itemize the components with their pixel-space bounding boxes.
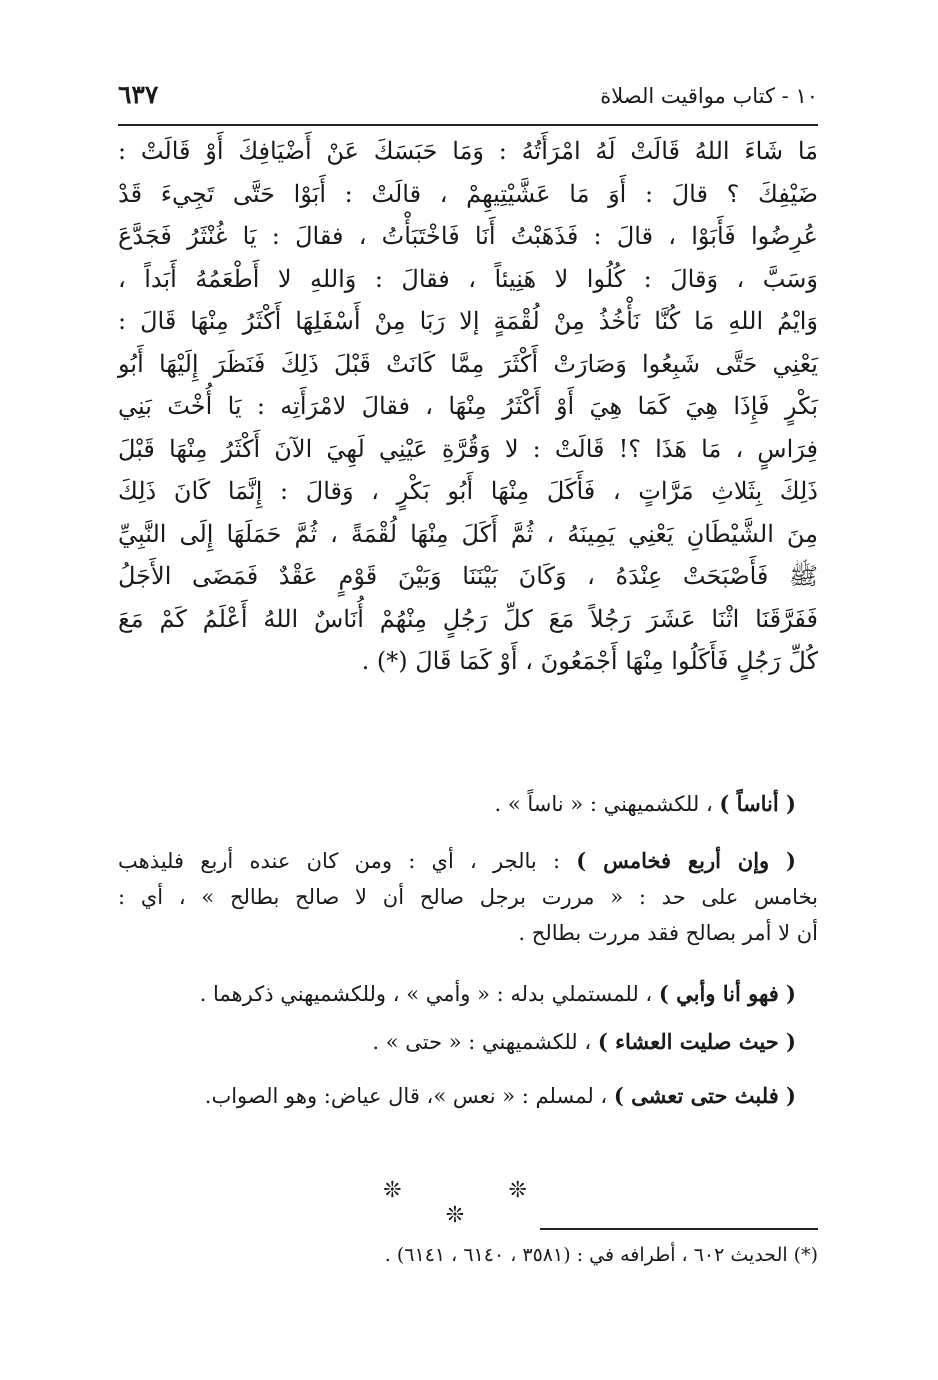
hadith-line: ضَيْفِكَ ؟ قالَ : أَوَ مَا عَشَّيْتِيهِمْ ، قالَتْ : أَبَوْا حَتَّى تَجِيءَ قَدْ (118, 179, 818, 208)
commentary-term: ( حيث صليت العشاء ) (597, 1029, 796, 1054)
commentary-text: ، للمستملي بدله : « وأمي » ، وللكشميهني ذكرهما . (199, 982, 653, 1006)
commentary-note-4 (118, 1024, 818, 1060)
commentary-term: ( فلبث حتى تعشى ) (613, 1083, 796, 1108)
commentary-term: ( فهو أنا وأبي ) (658, 981, 796, 1006)
footnote-rule (540, 1228, 818, 1230)
hadith-line: ﷺ فَأَصْبَحَتْ عِنْدَهُ ، وَكَانَ بَيْنَنَا وَبَيْنَ قَوْمٍ عَقْدٌ فَمَضَى الأَجَلُ (118, 562, 818, 590)
commentary-note-3 (118, 976, 818, 1012)
footnote: (*) الحديث ٦٠٢ ، أطرافه في : (٣٥٨١ ، ٦١٤٠ ، ٦١٤١) . (384, 1244, 818, 1266)
commentary-term: ( وإن أربع فخامس ) (576, 848, 796, 873)
hadith-line: وَايْمُ اللهِ مَا كُنَّا نَأْخُذُ مِنْ لُقْمَةٍ إلا رَبَا مِنْ أَسْفَلِهَا أَكْثَرُ مِنْهَا قَالَ : (118, 307, 818, 335)
commentary-note-2 (118, 843, 818, 951)
commentary-text: بخامس على حد : « مررت برجل صالح أن لا صالح بطالح » ، أي : (118, 885, 818, 909)
running-title: ١٠ - كتاب مواقيت الصلاة (600, 84, 818, 108)
hadith-line: يَعْنِي حَتَّى شَبِعُوا وَصَارَتْ أَكْثَرَ مِمَّا كَانَتْ قَبْلَ ذَلِكَ فَنَظَرَ إِلَيْهَا أَبُو (118, 349, 818, 378)
commentary-text: : بالجر ، أي : ومن كان عنده أربع فليذهب (118, 849, 561, 873)
page-header (118, 78, 818, 118)
commentary-note-1 (118, 786, 818, 822)
hadith-line: مَا شَاءَ اللهُ قَالَتْ لَهُ امْرَأَتُهُ : وَمَا حَبَسَكَ عَنْ أَضْيَافِكَ أَوْ قَالَتْ : (118, 137, 818, 165)
commentary-note-5 (118, 1078, 818, 1114)
commentary-text: ، لمسلم : « نعس »، قال عياض: وهو الصواب. (204, 1084, 608, 1108)
header-rule (118, 124, 818, 126)
hadith-line: فِرَاسٍ ، مَا هَذَا ؟! قَالَتْ : لا وَقُرَّةِ عَيْنِي لَهِيَ الآنَ أَكْثَرُ مِنْهَا قَبْلَ (118, 434, 818, 463)
hadith-text (118, 130, 818, 683)
commentary-text: ، للكشميهني : « ناساً » . (494, 792, 713, 816)
commentary-term: ( أناساً ) (719, 791, 796, 816)
hadith-line: بَكْرٍ فَإِذَا هِيَ كَمَا هِيَ أَوْ أَكْثَرُ مِنْهَا ، فقالَ لامْرَأَتِه : يَا أُخْتَ بَنِي (118, 392, 819, 420)
commentary-text: ، للكشميهني : « حتى » . (372, 1030, 592, 1054)
page-number: ٦٣٧ (118, 80, 159, 109)
hadith-line: عُرِضُوا فَأَبَوْا ، قالَ : فَذَهَبْتُ أَنَا فَاخْتَبَأْتُ ، فقالَ : يَا غُنْثَرُ فَجَدَّعَ (118, 222, 818, 250)
hadith-line: فَفَرَّقَنَا اثْنَا عَشَرَ رَجُلاً مَعَ كلِّ رَجُلٍ مِنْهُمْ أُنَاسٌ اللهُ أَعْلَمُ كَمْ مَعَ (118, 604, 818, 633)
hadith-line: كُلِّ رَجُلٍ فَأَكَلُوا مِنْهَا أَجْمَعُونَ ، أَوْ كَمَا قَالَ (*) . (361, 647, 818, 675)
commentary-text: أن لا أمر بصالح فقد مررت بطالح . (518, 921, 818, 945)
section-separator: ❊ ❊ ❊ (383, 1178, 577, 1228)
hadith-line: ذَلِكَ بِثَلاثِ مَرَّاتٍ ، فَأَكَلَ مِنْهَا أَبُو بَكْرٍ ، وَقالَ : إِنَّمَا كَانَ ذَلِكَ (118, 477, 818, 505)
hadith-line: وَسَبَّ ، وَقالَ : كُلُوا لا هَنِيئاً ، فقالَ : وَاللهِ لا أَطْعَمُهُ أَبَداً ، (118, 264, 819, 293)
hadith-line: مِنَ الشَّيْطَانِ يَعْنِي يَمِينَهُ ، ثُمَّ أَكَلَ مِنْهَا لُقْمَةً ، ثُمَّ حَمَلَهَا إِلَى النَّبِيِّ (118, 519, 818, 548)
